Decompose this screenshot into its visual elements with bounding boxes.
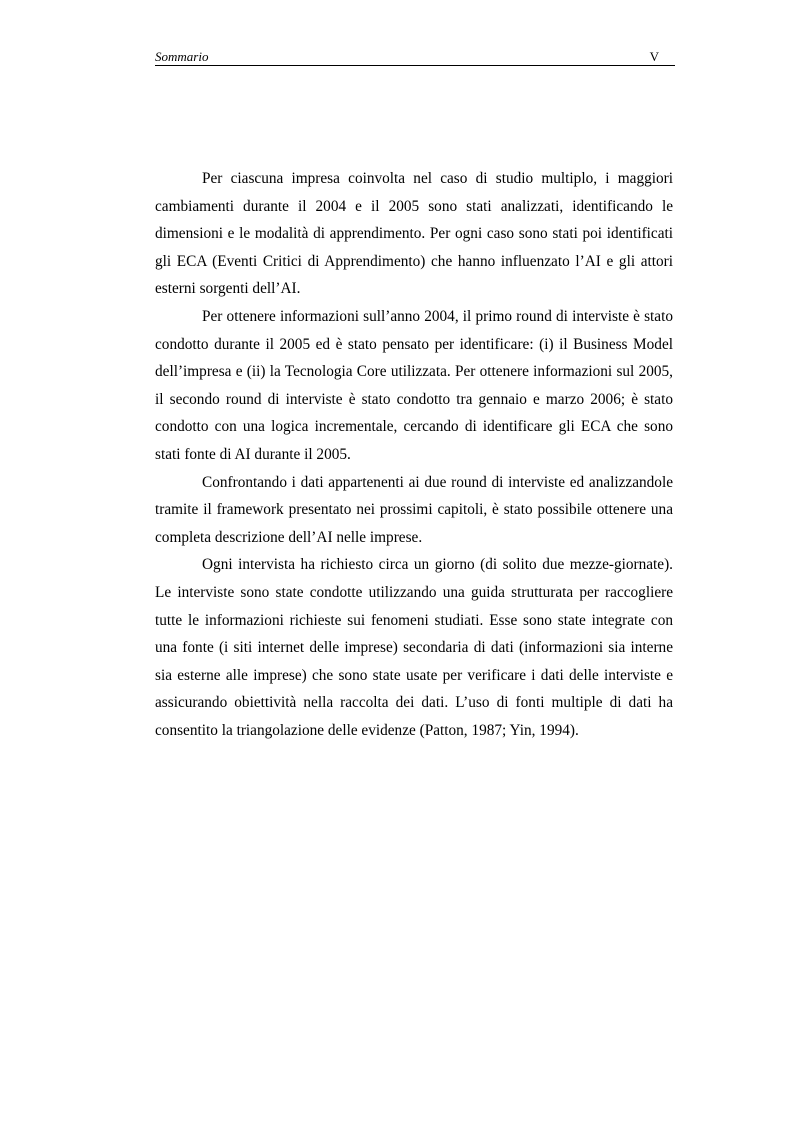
paragraph-1: Per ciascuna impresa coinvolta nel caso di studio multiplo, i maggiori cambiamenti durante il 2004 e il 2005 sono stati analizzati, identificando le dimensioni e le modalità di apprendimento. Per ogni caso sono stati poi identificati gli ECA (Eventi Critici di Apprendimento) che hanno influenzato l’AI e gli attori esterni sorgenti dell’AI. bbox=[155, 170, 673, 298]
paragraph-4: Ogni intervista ha richiesto circa un giorno (di solito due mezze-giornate). Le interviste sono state condotte utilizzando una guida strutturata per raccogliere tutte le informazioni richieste sui fenomeni studiati. Esse sono state integrate con una fonte (i siti internet delle imprese) secondaria di dati (informazioni sia interne sia esterne alle imprese) che sono state usate per verificare i dati delle interviste e assicurando obiettività nella raccolta dei dati. L’uso di fonti multiple di dati ha consentito la triangolazione delle evidenze (Patton, 1987; Yin, 1994). bbox=[155, 556, 673, 739]
body-text bbox=[155, 165, 673, 744]
page-header bbox=[155, 46, 675, 66]
page-number: V bbox=[649, 49, 659, 64]
paragraph-2: Per ottenere informazioni sull’anno 2004, il primo round di interviste è stato condotto durante il 2005 ed è stato pensato per identificare: (i) il Business Model dell’impresa e (ii) la Tecnologia Core utilizzata. Per ottenere informazioni sul 2005, il secondo round di interviste è stato condotto tra gennaio e marzo 2006; è stato condotto con una logica incrementale, cercando di identificare gli ECA che sono stati fonte di AI durante il 2005. bbox=[155, 307, 673, 463]
paragraph-3: Confrontando i dati appartenenti ai due round di interviste ed analizzandole tramite il framework presentato nei prossimi capitoli, è stato possibile ottenere una completa descrizione dell’AI nelle imprese. bbox=[155, 473, 673, 546]
running-title: Sommario bbox=[155, 49, 209, 64]
